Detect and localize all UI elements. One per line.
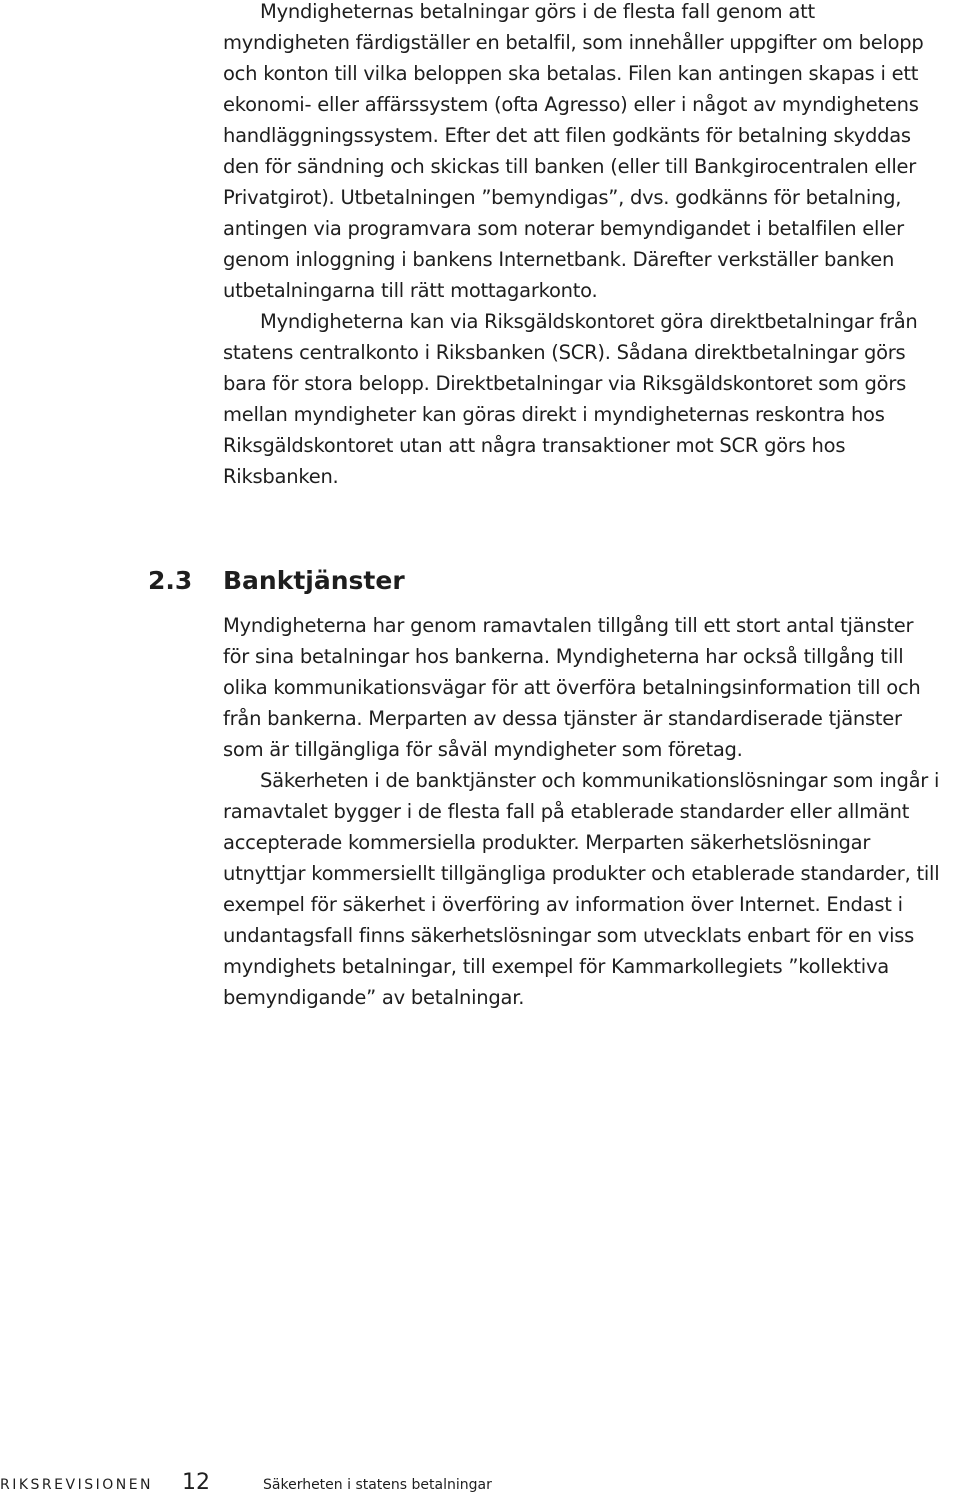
section-text <box>223 610 945 1013</box>
section-number: 2.3 <box>148 566 193 595</box>
intro-text <box>223 0 945 492</box>
page-number: 12 <box>182 1470 210 1495</box>
paragraph: Myndigheternas betalningar görs i de flesta fall genom att myndigheten färdigställer en betalfil, som innehåller uppgifter om belopp och konton till vilka beloppen ska betalas. Filen kan antingen skapas i ett ekonomi- eller affärssystem (ofta Agresso) eller i något av myndighetens handläggningssystem. Efter det att filen godkänts för betalning skyddas den för sändning och skickas till banken (eller till Bankgirocentralen eller Privatgirot). Utbetalningen ”bemyndigas”, dvs. godkänns för betalning, antingen via programvara som noterar bemyndigandet i betalfilen eller genom inloggning i bankens Internetbank. Därefter verkställer banken utbetalningarna till rätt mottagarkonto. <box>223 0 924 302</box>
section-heading <box>0 563 960 599</box>
section-title: Banktjänster <box>223 566 405 595</box>
page-footer <box>0 1470 960 1499</box>
paragraph: Myndigheterna har genom ramavtalen tillgång till ett stort antal tjänster för sina betalningar hos bankerna. Myndigheterna har också tillgång till olika kommunikationsvägar för att överföra betalningsinformation till och från bankerna. Merparten av dessa tjänster är standardiserade tjänster som är tillgängliga för såväl myndigheter som företag. <box>223 614 921 761</box>
footer-document-title: Säkerheten i statens betalningar <box>263 1477 492 1493</box>
paragraph: Säkerheten i de banktjänster och kommunikationslösningar som ingår i ramavtalet bygger i de flesta fall på etablerade standarder eller allmänt accepterade kommersiella produkter. Merparten säkerhetslösningar utnyttjar kommersiellt tillgängliga produkter och etablerade standarder, till exempel för säkerhet i överföring av information över Internet. Endast i undantagsfall finns säkerhetslösningar som utvecklats enbart för en viss myndighets betalningar, till exempel för Kammarkollegiets ”kollektiva bemyndigande” av betalningar. <box>223 769 940 1009</box>
footer-organization: RIKSREVISIONEN <box>0 1477 154 1493</box>
paragraph: Myndigheterna kan via Riksgäldskontoret göra direktbetalningar från statens centralkonto i Riksbanken (SCR). Sådana direktbetalningar görs bara för stora belopp. Direktbetalningar via Riksgäldskontoret som görs mellan myndigheter kan göras direkt i myndigheternas reskontra hos Riksgäldskontoret utan att några transaktioner mot SCR görs hos Riksbanken. <box>223 310 918 488</box>
